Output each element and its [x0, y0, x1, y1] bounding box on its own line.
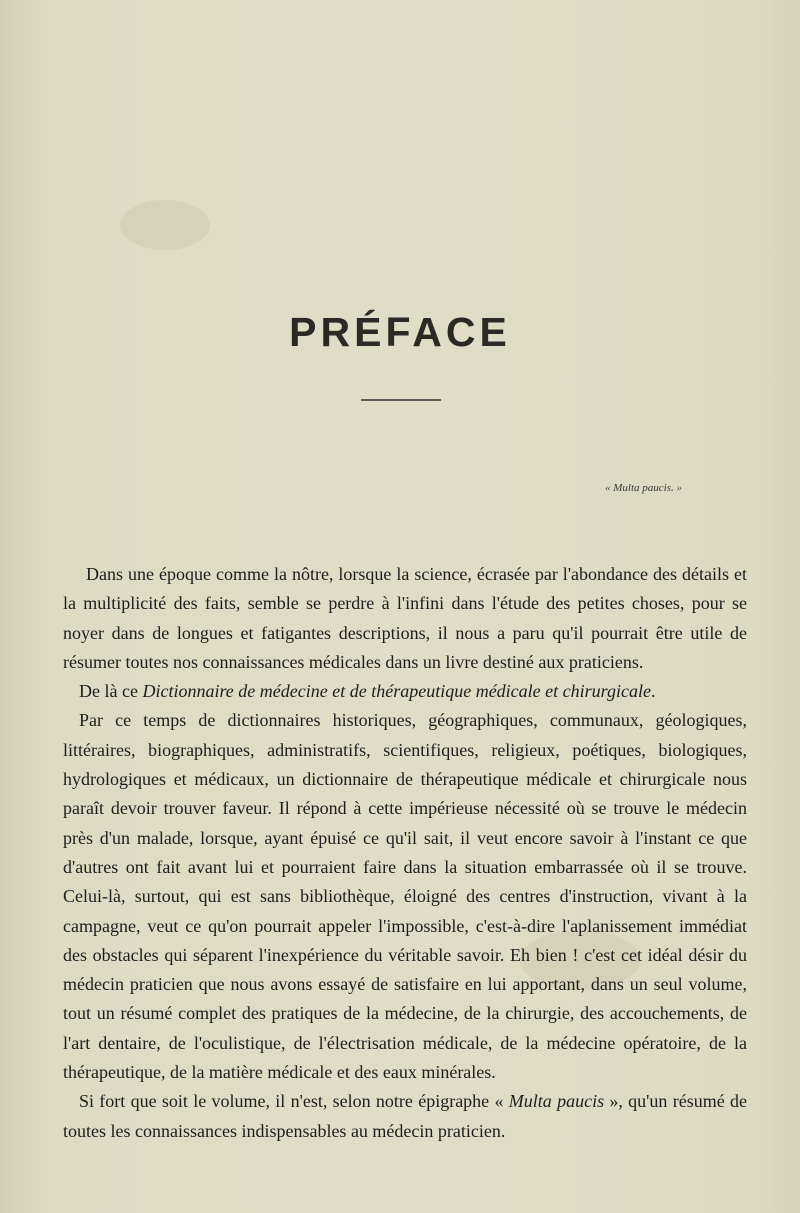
preface-body	[63, 560, 747, 1146]
epigraph: « Multa paucis. »	[605, 482, 682, 494]
paragraph-2-lead: De là ce	[79, 681, 143, 702]
page-title: PRÉFACE	[289, 309, 511, 355]
title-divider	[361, 399, 441, 401]
paragraph-4-lead: Si fort que soit le volume, il n'est, selon notre épigraphe «	[79, 1091, 509, 1112]
paragraph-2-end: .	[650, 681, 656, 702]
paragraph-1: Dans une époque comme la nôtre, lorsque la science, écrasée par l'abondance des détails et la multiplicité des faits, semble se perdre à l'infini dans l'étude des petites choses, pour se noyer dans de longues et fatigantes descriptions, il nous a paru qu'il pourrait être utile de résumer toutes nos connaissances médicales dans un livre destiné aux praticiens.	[63, 564, 747, 672]
paragraph-2	[63, 677, 747, 706]
paragraph-3: Par ce temps de dictionnaires historiques, géographiques, communaux, géologiques, littéraires, biographiques, administratifs, scientifiques, religieux, poétiques, biologiques, hydrologiques et médicaux, un dictionnaire de thérapeutique médicale et chirurgicale nous paraît devoir trouver faveur. Il répond à cette impérieuse nécessité où se trouve le médecin près d'un malade, lorsque, ayant épuisé ce qu'il sait, il veut encore savoir à l'instant ce que d'autres ont fait avant lui et pourraient faire dans la situation embarrassée où il se trouve. Celui-là, surtout, qui est sans bibliothèque, éloigné des centres d'instruction, vivant à la campagne, veut ce qu'on pourrait appeler l'impossible, c'est-à-dire l'aplanissement immédiat des obstacles qui séparent l'inexpérience du véritable savoir. Eh bien ! c'est cet idéal désir du médecin praticien que nous avons essayé de satisfaire en lui apportant, dans un seul volume, tout un résumé complet des pratiques de la médecine, de la chirurgie, des accouchements, de l'art dentaire, de l'oculistique, de l'électrisation médicale, de la médecine opératoire, de la thérapeutique, de la matière médicale et des eaux minérales.	[63, 710, 747, 1083]
paragraph-4	[63, 1087, 747, 1146]
epigraph-quote: Multa paucis	[508, 1091, 605, 1112]
paragraph-4-end: », qu'un résumé de toutes les connaissances indispensables au médecin praticien.	[63, 1091, 747, 1141]
dictionary-title: Dictionnaire de médecine et de thérapeutique médicale et chirurgicale	[142, 681, 651, 702]
paper-stain	[120, 200, 210, 250]
